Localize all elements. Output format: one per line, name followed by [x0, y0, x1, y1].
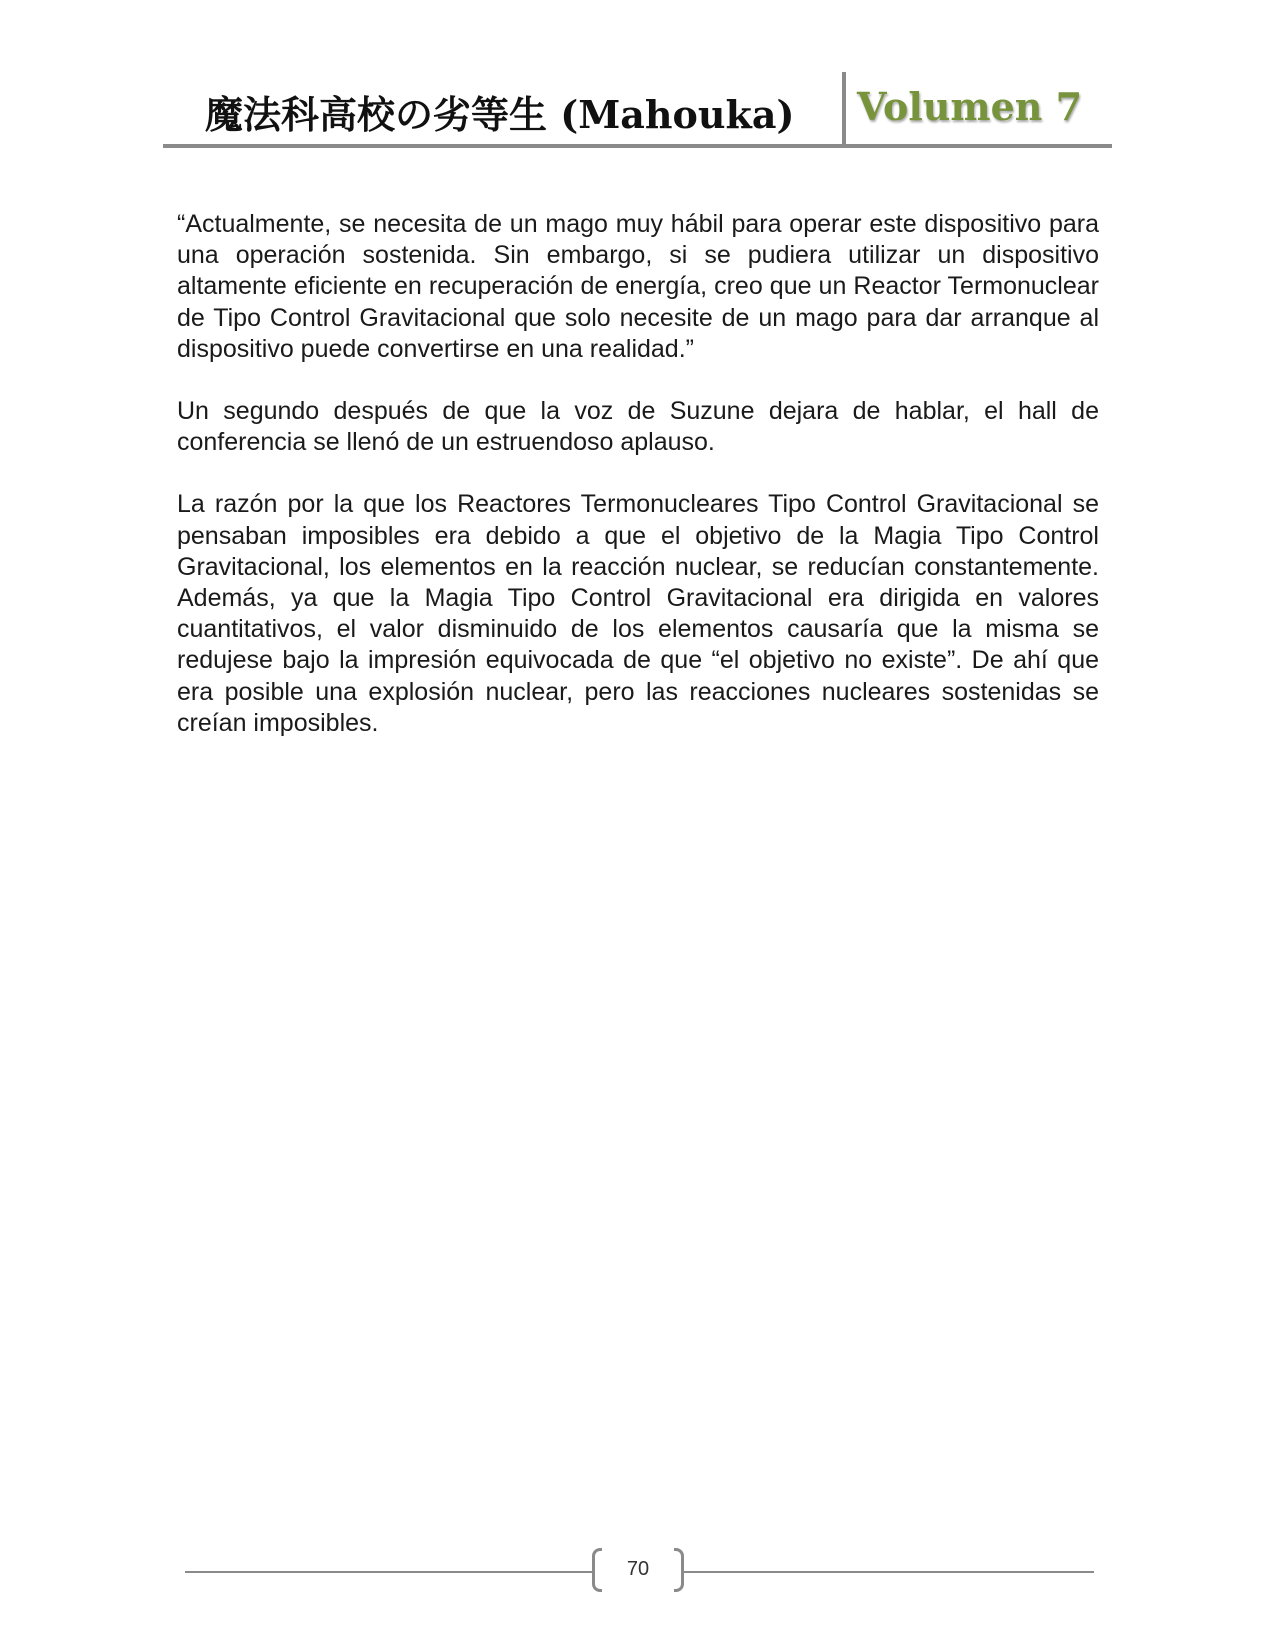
book-title: 魔法科高校の劣等生 (Mahouka)	[205, 92, 795, 137]
footer-rule-left	[185, 1571, 592, 1573]
volume-label: Volumen 7	[857, 84, 1083, 129]
right-bracket-icon	[674, 1548, 684, 1592]
page-number: 70	[626, 1558, 650, 1580]
paragraph-2: Un segundo después de que la voz de Suzune dejara de hablar, el hall de conferencia se llenó de un estruendoso aplauso.	[177, 397, 1099, 457]
left-bracket-icon	[592, 1548, 602, 1592]
page-header	[163, 72, 1112, 148]
page-body	[177, 209, 1099, 770]
header-rule	[163, 144, 1112, 148]
paragraph-1: “Actualmente, se necesita de un mago muy hábil para operar este dispositivo para una operación sostenida. Sin embargo, si se pudiera utilizar un dispositivo altamente eficiente en recuperación de energía, creo que un Reactor Termonuclear de Tipo Control Gravitacional que solo necesite de un mago para dar arranque al dispositivo puede convertirse en una realidad.”	[177, 210, 1099, 363]
page-footer	[185, 1548, 1094, 1596]
footer-rule-right	[684, 1571, 1094, 1573]
header-divider	[842, 72, 846, 144]
paragraph-3: La razón por la que los Reactores Termonucleares Tipo Control Gravitacional se pensaban imposibles era debido a que el objetivo de la Magia Tipo Control Gravitacional, los elementos en la reacción nuclear, se reducían constantemente. Además, ya que la Magia Tipo Control Gravitacional era dirigida en valores cuantitativos, el valor disminuido de los elementos causaría que la misma se redujese bajo la impresión equivocada de que “el objetivo no existe”. De ahí que era posible una explosión nuclear, pero las reacciones nucleares sostenidas se creían imposibles.	[177, 490, 1099, 737]
